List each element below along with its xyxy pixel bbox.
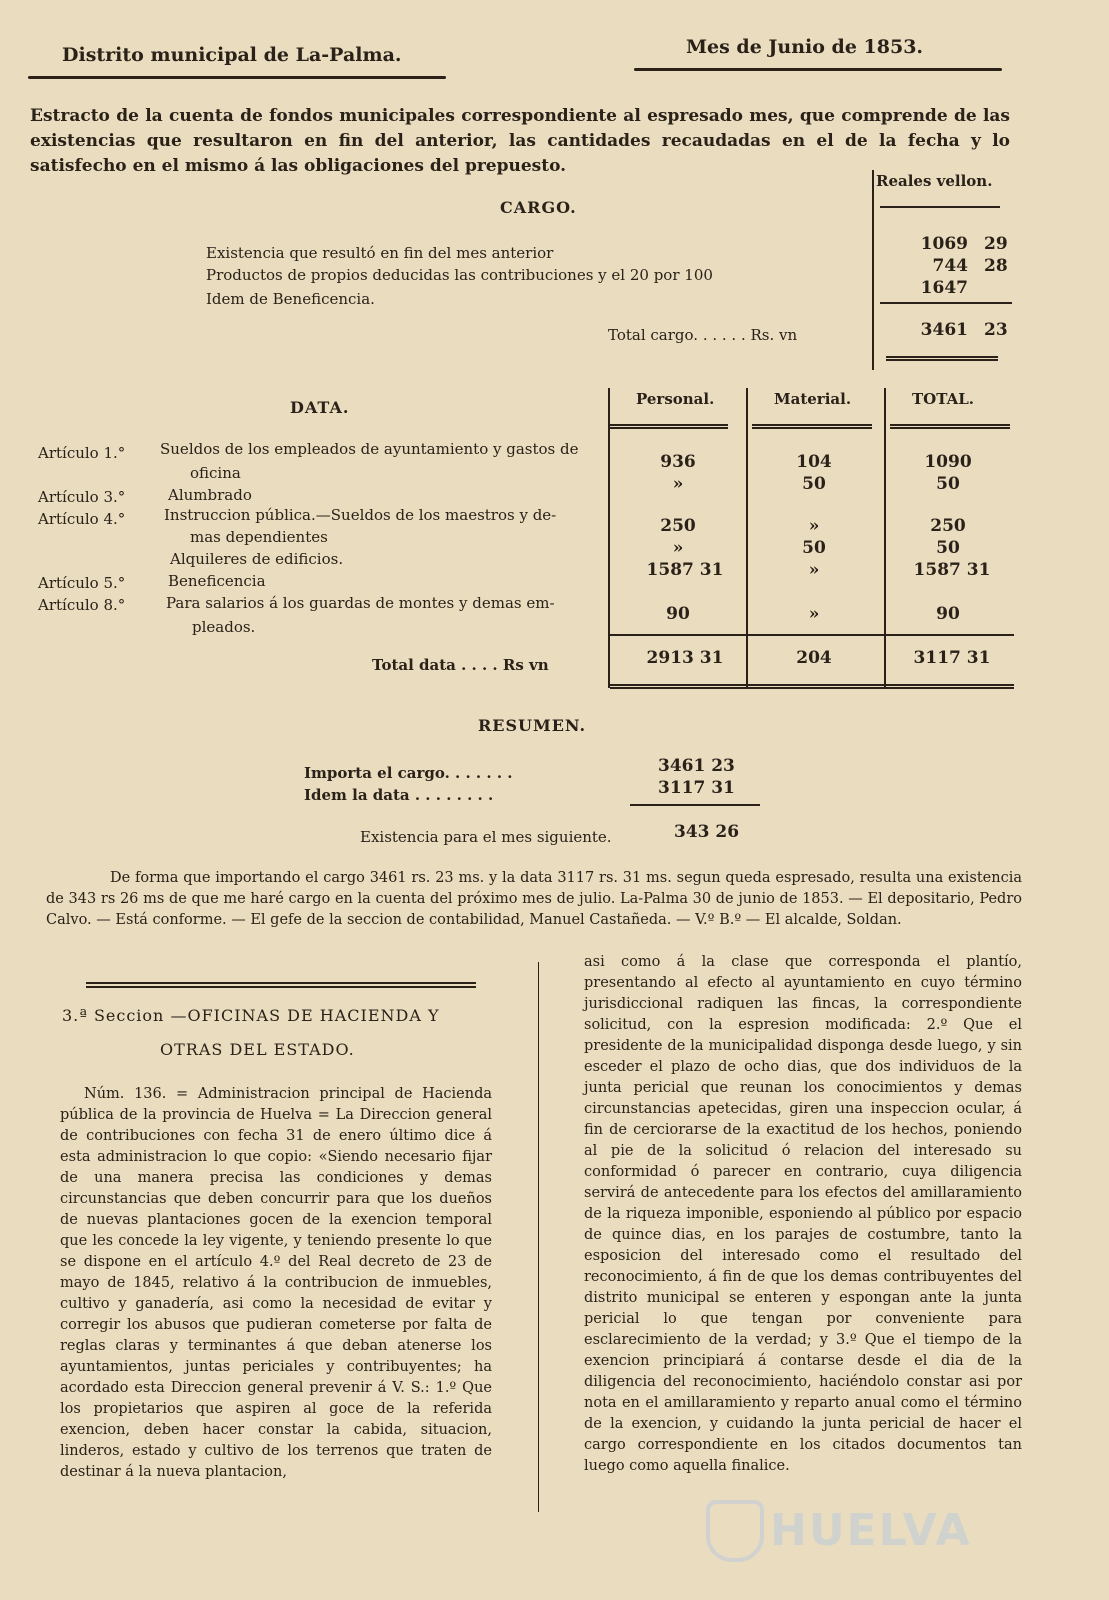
- data-row-article: Artículo 3.°: [38, 488, 126, 506]
- total-header-rule: [890, 424, 1010, 429]
- section3-right-column: asi como á la clase que corresponda el plantío, presentando al efecto al ayuntamiento en cuyo término jurisdiccional radiquen las fincas, la correspondiente solicitud, con la espresion modificada: 2.º Que el presidente de la municipalidad disponga desde luego, y sin esceder el plazo de ocho dias, que dos individuos de la junta pericial que reunan los conocimientos y demas circunstancias apetecidas, giren una inspeccion ocular, á fin de cerciorarse de la exactitud de los hechos, poniendo al pie de la solicitud ó relacion del interesado su conformidad ó parecer en contrario, cuya diligencia servirá de antecedente para los efectos del amillaramiento de la riqueza imponible, esponiendo al público por espacio de quince dias, en los parajes de costumbre, tanto la esposicion del interesado como el resultado del reconocimiento, á fin de que los demas contribuyentes del distrito municipal se enteren y espongan ante la junta pericial lo que tengan por conveniente para esclarecimiento de la verdad; y 3.º Que el tiempo de la exencion principiará á contarse desde el dia de la diligencia del reconocimiento, haciéndolo constar asi por nota en el amillaramiento y reparto anual como el término de la exencion, y cuidando la junta pericial de hacer el cargo correspondiente en los citados documentos tan luego como aquella finalice.: [584, 954, 1022, 1474]
- data-total-double-rule: [610, 684, 1014, 689]
- cargo-sum-rule: [880, 302, 1012, 304]
- data-row-personal: 936: [660, 452, 696, 472]
- district-title: Distrito municipal de La-Palma.: [62, 44, 402, 66]
- data-sum-rule: [610, 634, 1014, 636]
- archive-logo-icon: [706, 1500, 764, 1562]
- material-header-rule: [752, 424, 872, 429]
- data-row-material: »: [808, 604, 820, 624]
- data-row-line1: Alquileres de edificios.: [170, 550, 344, 568]
- cargo-row-amount: 744: [932, 256, 968, 276]
- cargo-row-label: Existencia que resultó en fin del mes anterior: [206, 244, 554, 262]
- data-total-total: 3117 31: [913, 648, 991, 668]
- cargo-header-rule: [880, 206, 1000, 208]
- cargo-row-amount: 1647: [920, 278, 968, 298]
- data-row-material: »: [808, 560, 820, 580]
- cargo-total-amount: 3461: [920, 320, 968, 340]
- resumen-data-value: 3117 31: [658, 778, 735, 798]
- resumen-cargo-value: 3461 23: [658, 756, 735, 776]
- personal-header-rule: [610, 424, 728, 429]
- data-row-line1: Alumbrado: [168, 486, 252, 504]
- data-row-line2: pleados.: [192, 618, 256, 636]
- cargo-title: CARGO.: [500, 198, 577, 217]
- header-rule-right: [634, 68, 1002, 71]
- data-row-material: »: [808, 516, 820, 536]
- data-row-line2: mas dependientes: [190, 528, 328, 546]
- data-row-total: 1090: [924, 452, 972, 472]
- data-row-total: 1587 31: [913, 560, 991, 580]
- data-divider-right: [884, 388, 886, 688]
- resumen-existencia-label: Existencia para el mes siguiente.: [360, 828, 612, 846]
- data-row-article: Artículo 5.°: [38, 574, 126, 592]
- data-row-article: Artículo 8.°: [38, 596, 126, 614]
- resumen-data-label: Idem la data . . . . . . . .: [304, 786, 494, 804]
- data-total-label: Total data . . . . Rs vn: [372, 656, 549, 674]
- data-row-personal: 250: [660, 516, 696, 536]
- data-row-article: Artículo 4.°: [38, 510, 126, 528]
- resumen-cargo-label: Importa el cargo. . . . . . .: [304, 764, 513, 782]
- data-row-line1: Beneficencia: [168, 572, 266, 590]
- data-row-personal: 1587 31: [646, 560, 724, 580]
- cargo-row-label: Productos de propios deducidas las contribuciones y el 20 por 100: [206, 266, 713, 284]
- material-column-header: Material.: [774, 390, 852, 408]
- data-row-material: 50: [802, 538, 826, 558]
- watermark: HUELVA: [770, 1505, 972, 1556]
- data-row-line2: oficina: [190, 464, 241, 482]
- data-row-material: 104: [796, 452, 832, 472]
- data-title: DATA.: [290, 398, 350, 417]
- resumen-sum-rule: [630, 804, 760, 806]
- data-row-personal: »: [672, 474, 684, 494]
- cargo-total-double-rule: [886, 356, 998, 361]
- resumen-existencia-value: 343 26: [674, 822, 740, 842]
- section-separator: [86, 982, 476, 988]
- cargo-row-cents: 28: [984, 256, 1008, 276]
- data-row-line1: Instruccion pública.—Sueldos de los maestros y de-: [164, 506, 557, 524]
- month-title: Mes de Junio de 1853.: [686, 36, 924, 58]
- data-row-line1: Para salarios á los guardas de montes y demas em-: [166, 594, 555, 612]
- data-row-personal: 90: [666, 604, 690, 624]
- data-row-total: 250: [930, 516, 966, 536]
- data-row-total: 50: [936, 474, 960, 494]
- cargo-column-header: Reales vellon.: [876, 172, 993, 190]
- data-row-total: 50: [936, 538, 960, 558]
- data-row-personal: »: [672, 538, 684, 558]
- section3-left-column: Núm. 136. = Administracion principal de Hacienda pública de la provincia de Huelva = La Direccion general de contribuciones con fecha 31 de enero último dice á esta administracion lo que copio: «Siendo necesario fijar de una manera precisa las condiciones y demas circunstancias que deben concurrir para que los dueños de nuevas plantaciones gocen de la exencion temporal que les concede la ley vigente, y teniendo presente lo que se dispone en el artículo 4.º del Real decreto de 23 de mayo de 1845, relativo á la contribucion de inmuebles, cultivo y ganadería, asi como la necesidad de evitar y corregir los abusos que pudieran cometerse por falta de reglas claras y terminantes á que deban atenerse los ayuntamientos, juntas periciales y contribuyentes; ha acordado esta Direccion general prevenir á V. S.: 1.º Que los propietarios que aspiren al goce de la referida exencion, deben hacer constar la cabida, situacion, linderos, estado y cultivo de los terrenos que traten de destinar á la nueva plantacion,: [60, 1086, 492, 1480]
- data-divider-left: [608, 388, 610, 688]
- section3-title-line1: 3.ª Seccion —OFICINAS DE HACIENDA Y: [62, 1006, 440, 1025]
- data-row-line1: Sueldos de los empleados de ayuntamiento y gastos de: [160, 440, 579, 458]
- cargo-row-label: Idem de Beneficencia.: [206, 290, 375, 308]
- data-divider-middle: [746, 388, 748, 688]
- personal-column-header: Personal.: [636, 390, 715, 408]
- closing-paragraph: De forma que importando el cargo 3461 rs. 23 ms. y la data 3117 rs. 31 ms. segun queda espresado, resulta una existencia de 343 rs 26 ms de que me haré cargo en la cuenta del próximo mes de julio. La-Palma 30 de junio de 1853. — El depositario, Pedro Calvo. — Está conforme. — El gefe de la seccion de contabilidad, Manuel Castañeda. — V.º B.º — El alcalde, Soldan.: [46, 870, 1022, 928]
- cargo-total-cents: 23: [984, 320, 1008, 340]
- data-row-article: Artículo 1.°: [38, 444, 126, 462]
- data-row-material: 50: [802, 474, 826, 494]
- data-total-material: 204: [796, 648, 832, 668]
- cargo-row-amount: 1069: [920, 234, 968, 254]
- cargo-divider: [872, 170, 874, 370]
- cargo-total-label: Total cargo. . . . . . Rs. vn: [608, 326, 798, 344]
- total-column-header: TOTAL.: [912, 390, 974, 408]
- cargo-row-cents: 29: [984, 234, 1008, 254]
- section3-title-line2: OTRAS DEL ESTADO.: [160, 1040, 355, 1059]
- intro-paragraph: Estracto de la cuenta de fondos municipales correspondiente al espresado mes, que comprende de las existencias que resultaron en fin del anterior, las cantidades recaudadas en el de la fecha y lo satisfecho en el mismo á las obligaciones del prepuesto.: [30, 106, 1010, 176]
- header-rule-left: [28, 76, 446, 79]
- data-row-total: 90: [936, 604, 960, 624]
- column-divider: [538, 962, 539, 1512]
- data-total-personal: 2913 31: [646, 648, 724, 668]
- resumen-title: RESUMEN.: [478, 716, 587, 735]
